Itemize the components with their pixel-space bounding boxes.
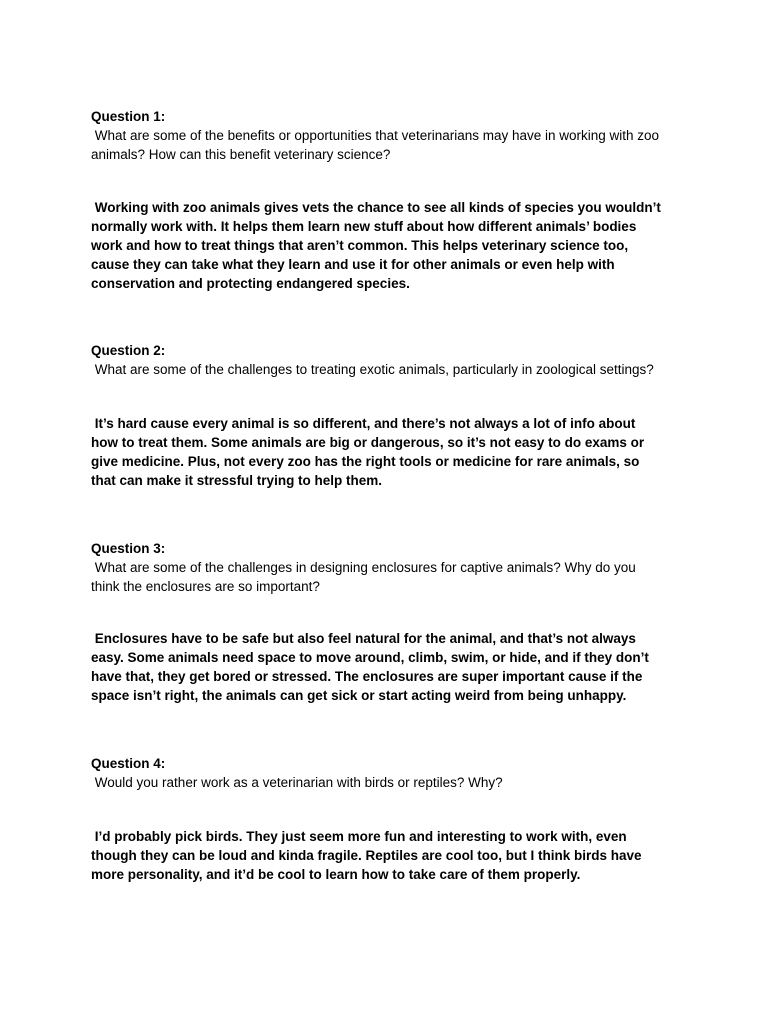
answer-2 [91, 414, 691, 490]
question-4 [91, 755, 691, 793]
answer-text: Enclosures have to be safe but also feel natural for the animal, and that’s not always easy. Some animals need space to move around, climb, swim, or hide, and if they don’t have that, they get bored or stressed. The enclosures are super important cause if the space isn’t right, the animals can get sick or start acting weird from being unhappy. [91, 631, 649, 703]
question-label: Question 1: [91, 109, 166, 124]
question-3 [91, 540, 691, 596]
answer-3 [91, 629, 691, 705]
question-2 [91, 342, 691, 380]
question-label: Question 4: [91, 756, 166, 771]
question-text: What are some of the challenges in designing enclosures for captive animals? Why do you think the enclosures are so important? [91, 560, 636, 594]
answer-text: I’d probably pick birds. They just seem more fun and interesting to work with, even though they can be loud and kinda fragile. Reptiles are cool too, but I think birds have more personality, and it’d be cool to learn how to take care of them properly. [91, 829, 642, 882]
question-text: What are some of the benefits or opportunities that veterinarians may have in working with zoo animals? How can this benefit veterinary science? [91, 128, 660, 162]
question-1 [91, 108, 691, 164]
answer-text: Working with zoo animals gives vets the chance to see all kinds of species you wouldn’t normally work with. It helps them learn new stuff about how different animals’ bodies work and how to treat things that aren’t common. This helps veterinary science too, cause they can take what they learn and use it for other animals or even help with conservation and protecting endangered species. [91, 200, 661, 291]
answer-text: It’s hard cause every animal is so different, and there’s not always a lot of info about how to treat them. Some animals are big or dangerous, so it’s not easy to do exams or give medicine. Plus, not every zoo has the right tools or medicine for rare animals, so that can make it stressful trying to help them. [91, 416, 645, 488]
question-label: Question 2: [91, 343, 166, 358]
question-text: What are some of the challenges to treating exotic animals, particularly in zoological settings? [91, 362, 654, 377]
answer-4 [91, 827, 691, 884]
question-text: Would you rather work as a veterinarian with birds or reptiles? Why? [91, 775, 503, 790]
answer-1 [91, 198, 691, 293]
question-label: Question 3: [91, 541, 166, 556]
